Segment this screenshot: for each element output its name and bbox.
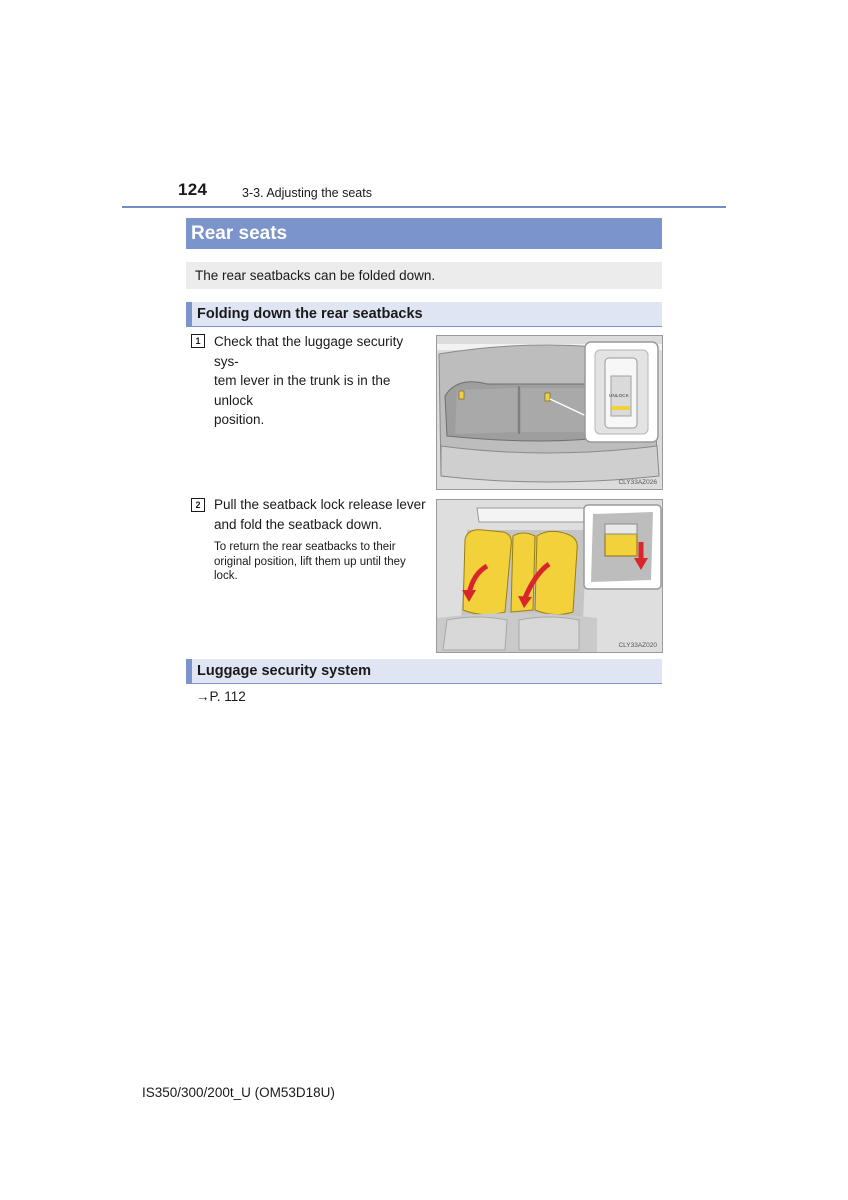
step-2-text xyxy=(214,495,426,534)
step-2-badge: 2 xyxy=(191,498,205,512)
step-2-note xyxy=(214,540,425,584)
header-divider xyxy=(122,206,726,208)
step-1-line: tem lever in the trunk is in the unlock xyxy=(214,373,391,408)
note-line: lock. xyxy=(214,570,238,582)
breadcrumb: 3-3. Adjusting the seats xyxy=(242,186,372,200)
step-2-line: and fold the seatback down. xyxy=(214,516,383,532)
note-line: original position, lift them up until they xyxy=(214,555,406,568)
rear-seats-drawing xyxy=(437,500,663,653)
footer-model-code: IS350/300/200t_U (OM53D18U) xyxy=(142,1085,335,1100)
rear-seats-illustration xyxy=(436,499,663,653)
subheading-folding: Folding down the rear seatbacks xyxy=(186,302,662,327)
step-1-line: position. xyxy=(214,412,265,427)
step-1-text xyxy=(214,332,426,430)
figure-code-1: CLY33AZ026 xyxy=(618,479,657,486)
unlock-label: UNLOCK xyxy=(609,393,629,398)
figure-code-2: CLY33AZ020 xyxy=(618,642,657,649)
step-1-line: Check that the luggage security sys- xyxy=(214,334,404,369)
step-2-line: Pull the seatback lock release lever xyxy=(214,497,426,512)
section-title: Rear seats xyxy=(186,218,662,249)
page-reference-link[interactable]: →P. 112 xyxy=(196,689,246,704)
subheading-luggage: Luggage security system xyxy=(186,659,662,684)
section-intro: The rear seatbacks can be folded down. xyxy=(186,262,662,289)
note-line: To return the rear seatbacks to their xyxy=(214,541,396,553)
page-number: 124 xyxy=(178,180,208,199)
trunk-illustration xyxy=(436,335,663,490)
step-1-badge: 1 xyxy=(191,334,205,348)
trunk-drawing xyxy=(437,336,663,490)
